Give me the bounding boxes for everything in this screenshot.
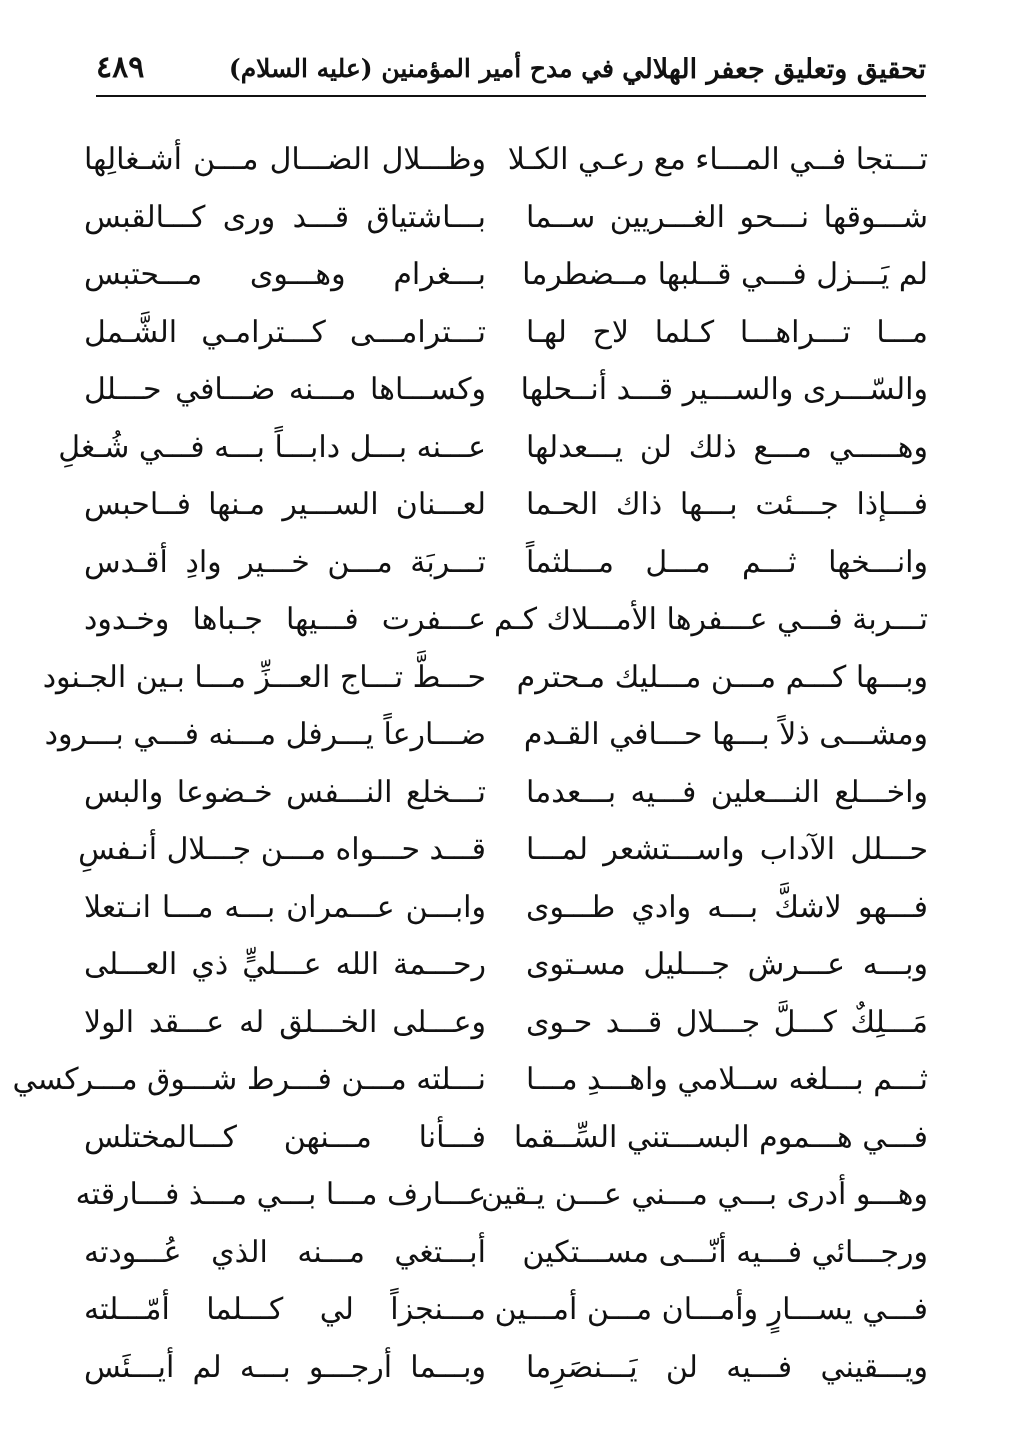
verse-first-hemistich: تـــربة فـــي عـــفرها الأمـــلاك كـم bbox=[493, 602, 928, 637]
verse-first-hemistich: وهـــو أدرى بـــي مـــني عـــن يـقين bbox=[480, 1177, 928, 1212]
verse-first-hemistich: تـــتجا فــي المـــاء مع رعـي الكـلا bbox=[507, 142, 928, 177]
verse-first-hemistich: وانـــخها ثـــم مـــل مـــلثماً bbox=[526, 544, 928, 580]
verse-line bbox=[80, 1112, 928, 1170]
verse-line bbox=[80, 767, 928, 825]
verse-second-hemistich: فـــأنا مـــنهن كـــالمختلس bbox=[84, 1119, 486, 1155]
verse-line bbox=[80, 882, 928, 940]
verse-first-hemistich: واخـــلع النـــعلين فـــيه بـــعدما bbox=[526, 774, 928, 810]
verse-line bbox=[80, 134, 928, 192]
verse-second-hemistich: وعـــلى الخـــلق له عـــقد الولا bbox=[84, 1004, 486, 1040]
verse-line bbox=[80, 824, 928, 882]
verse-second-hemistich: عـــفرت فـــيها جـباها وخـدود bbox=[84, 602, 486, 637]
verse-line bbox=[80, 479, 928, 537]
verse-line bbox=[80, 939, 928, 997]
verse-first-hemistich: حـــلل الآداب واســـتشعر لمـــا bbox=[526, 832, 928, 867]
verse-line bbox=[75, 1169, 928, 1227]
header-title: تحقيق وتعليق جعفر الهلالي bbox=[622, 54, 926, 85]
verse-second-hemistich: وكســـاها مـــنه ضـــافي حـــلل bbox=[84, 372, 486, 407]
verse-second-hemistich: أبـــتغي مـــنه الذي عُـــودته bbox=[84, 1234, 486, 1270]
verse-second-hemistich: تـــترامـــى كـــترامـي الشَّـمل bbox=[84, 314, 486, 350]
verse-line bbox=[80, 307, 928, 365]
verse-line bbox=[58, 422, 928, 480]
verse-second-hemistich: وظـــلال الضـــال مـــن أشـغالِها bbox=[84, 142, 486, 177]
header-divider bbox=[96, 95, 926, 97]
running-header bbox=[96, 40, 926, 96]
header-subtitle: في مدح أمير المؤمنين (عليه السلام) bbox=[228, 54, 614, 83]
verse-second-hemistich: وبـــما أرجـــو بـــه لم أيـــئَس bbox=[84, 1349, 486, 1385]
verse-second-hemistich: عـــارف مـــا بـــي مـــذ فـــارقته bbox=[75, 1177, 486, 1212]
verse-second-hemistich: رحـــمة الله عـــليٍّ ذي العـــلى bbox=[84, 947, 486, 982]
verse-line bbox=[80, 1227, 928, 1285]
verse-first-hemistich: والسّـــرى والســـير قـــد أنــحلها bbox=[520, 372, 928, 407]
verse-second-hemistich: وابـــن عـــمران بـــه مـــا انـتعلا bbox=[84, 889, 486, 925]
verse-first-hemistich: فـــي هـــموم البســـتني السِّــقما bbox=[513, 1119, 928, 1155]
verse-line bbox=[42, 652, 928, 710]
verse-second-hemistich: حـــطَّ تـــاج العـــزِّ مـــا بـين الجـنود bbox=[42, 659, 486, 695]
verse-first-hemistich: لم يَـــزل فـــي قــلبها مــضطرما bbox=[522, 257, 928, 292]
verse-line bbox=[80, 1342, 928, 1400]
verse-line bbox=[80, 997, 928, 1055]
verse-first-hemistich: فـــهو لاشكَّ بـــه وادي طـــوى bbox=[526, 889, 928, 925]
verse-second-hemistich: بـــاشتياق قـــد ورى كـــالقبس bbox=[84, 199, 486, 235]
verse-line bbox=[80, 537, 928, 595]
verse-first-hemistich: وهـــــي مـــع ذلك لن يـــعدلها bbox=[526, 429, 928, 465]
verse-first-hemistich: وبـــه عـــرش جـــليل مسـتوى bbox=[526, 947, 928, 982]
verse-line bbox=[44, 709, 928, 767]
verse-line bbox=[80, 249, 928, 307]
verse-second-hemistich: عـــنه بـــل دابـــاً بـــه فـــي شُـغلِ bbox=[58, 429, 486, 465]
verse-first-hemistich: ومشـــى ذلاً بـــها حـــافي القـدم bbox=[523, 717, 928, 752]
verse-second-hemistich: لعـــنان الســـير مـنها فــاحبس bbox=[84, 487, 486, 522]
verse-first-hemistich: ثـــم بـــلغه ســلامي واهـــدِ مـــا bbox=[525, 1062, 928, 1097]
verse-first-hemistich: مَـــلِكٌ كـــلَّ جـــلال قـــد حـوى bbox=[526, 1004, 928, 1040]
verse-first-hemistich: وبـــها كـــم مـــن مـــليك مـحترم bbox=[516, 659, 928, 695]
page-number: ٤٨٩ bbox=[96, 50, 145, 85]
verse-second-hemistich: قـــد حـــواه مـــن جـــلال أنـفسِ bbox=[78, 832, 486, 867]
verse-second-hemistich: ضـــارعاً يـــرفل مـــنه فـــي بـــرود bbox=[44, 717, 486, 752]
verse-line bbox=[80, 364, 928, 422]
verse-first-hemistich: ورجـــائي فـــيه أنّـــى مســـتكين bbox=[522, 1234, 928, 1270]
verse-second-hemistich: تـــخلع النـــفس خـضوعا والبس bbox=[84, 774, 486, 810]
verse-second-hemistich: بـــغرام وهـــوى مـــحتبس bbox=[84, 257, 486, 292]
verse-first-hemistich: شـــوقها نـــحو الغـــريين ســما bbox=[526, 199, 928, 235]
verse-line bbox=[80, 1284, 928, 1342]
verse-first-hemistich: فـــإذا جـــئت بـــها ذاك الحـما bbox=[526, 487, 928, 522]
verse-line bbox=[80, 594, 928, 652]
verse-second-hemistich: تـــربَة مـــن خـــير وادِ أقـدس bbox=[84, 544, 486, 580]
verse-first-hemistich: مـــا تـــراهـــا كـلما لاح لهـا bbox=[526, 314, 928, 350]
verse-second-hemistich: نـــلته مـــن فـــرط شـــوق مـــركسي bbox=[12, 1062, 486, 1097]
verse-second-hemistich: مـــنجزاً لي كـــلما أمّـــلته bbox=[84, 1292, 486, 1327]
verse-line bbox=[12, 1054, 928, 1112]
verse-first-hemistich: فـــي يســـارٍ وأمـــان مـــن أمـــين bbox=[494, 1292, 928, 1327]
poem-body bbox=[12, 134, 928, 1399]
verse-first-hemistich: ويـــقيني فـــيه لن يَـــنصَرِما bbox=[526, 1349, 928, 1385]
verse-line bbox=[80, 192, 928, 250]
